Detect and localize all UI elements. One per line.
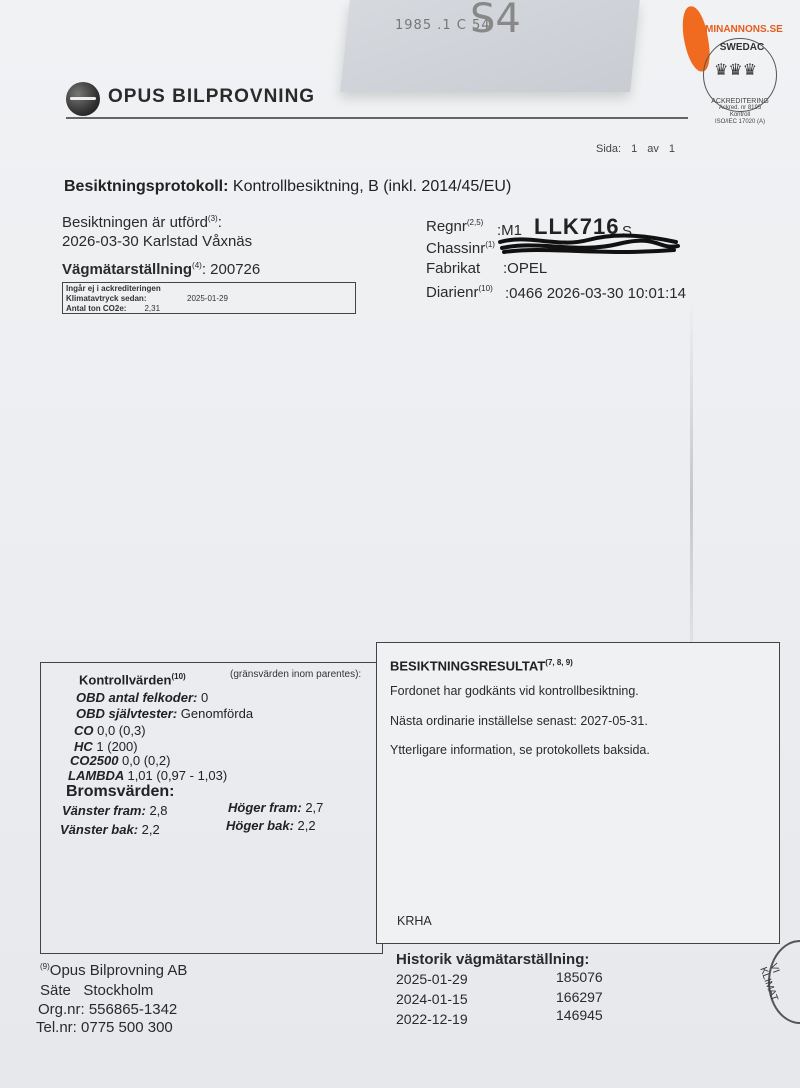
result-next-inspection: Nästa ordinarie inställelse senast: 2027-05-31.	[390, 714, 648, 728]
company-name-text: Opus Bilprovning AB	[49, 962, 188, 979]
result-approved: Fordonet har godkänts vid kontrollbesiktning.	[390, 684, 639, 698]
info-box-line2	[66, 294, 352, 304]
brake-left-front	[62, 803, 168, 818]
document-title	[64, 178, 511, 196]
history-value-1: 185076	[556, 969, 603, 985]
diarie-label-text: Diarienr	[426, 284, 479, 301]
swedac-small-3: ISO/IEC 17020 (A)	[714, 119, 766, 125]
result-title-text: BESIKTNINGSRESULTAT	[390, 658, 546, 674]
opus-logo-icon	[66, 82, 100, 116]
page-label: Sida:	[596, 143, 622, 155]
brake-lr-value: 2,2	[141, 822, 160, 837]
crown-icon: ♛♛♛	[714, 62, 758, 79]
odometer-sup: (4)	[192, 261, 202, 270]
brake-lf-value: 2,8	[149, 803, 168, 818]
brake-right-rear	[226, 818, 316, 833]
receipt-text: 1985 .1 C 54	[395, 18, 491, 33]
company-seat	[40, 982, 153, 999]
header-divider	[66, 117, 688, 119]
info-box-line1: Ingår ej i ackrediteringen	[66, 284, 161, 293]
hc-label: HC	[74, 739, 93, 754]
chassi-label	[426, 240, 495, 257]
inspection-performed-label	[62, 214, 222, 231]
chassi-label-text: Chassinr	[426, 240, 486, 257]
inspection-label-text: Besiktningen är utförd	[62, 214, 208, 231]
kv-title-sup: (10)	[171, 672, 186, 681]
watermark: MINANNONS.SE	[705, 24, 783, 35]
page-indicator	[596, 143, 685, 155]
brake-rf-label: Höger fram:	[228, 800, 302, 815]
page-total: 1	[668, 143, 675, 155]
regnr-value: LLK716	[534, 214, 620, 239]
company-sup: (9)	[40, 962, 50, 971]
regnr-label-text: Regnr	[426, 218, 467, 235]
chassi-sup: (1)	[485, 240, 495, 249]
result-title	[390, 658, 573, 673]
company-name	[40, 962, 187, 979]
limit-note: (gränsvärden inom parentes):	[230, 669, 362, 680]
co-values: 0,0 (0,3)	[97, 723, 146, 738]
brake-lr-label: Vänster bak:	[60, 822, 139, 837]
obd-fault-codes	[76, 690, 208, 705]
regnr-label	[426, 218, 483, 235]
co2e-value: 2,31	[144, 304, 161, 313]
title-rest: Kontrollbesiktning, B (inkl. 2014/45/EU)	[228, 178, 512, 195]
hc-values: 1 (200)	[96, 739, 138, 754]
obd-fault-label: OBD antal felkoder:	[76, 690, 198, 705]
swedac-seal-small-text	[708, 98, 772, 126]
page-of: av	[647, 143, 659, 155]
odometer-history-title: Historik vägmätarställning:	[396, 951, 590, 968]
lambda-values: 1,01 (0,97 - 1,03)	[127, 768, 228, 783]
page-number: 1	[631, 143, 638, 155]
result-more-info: Ytterligare information, se protokollets baksida.	[390, 743, 650, 757]
redacted-scribble	[498, 232, 680, 258]
receipt-big-text: S4	[470, 0, 521, 42]
swedac-small-2: Kontroll	[729, 112, 751, 118]
brake-values-title: Bromsvärden:	[66, 783, 175, 800]
fabrikat-value: :OPEL	[503, 260, 548, 277]
history-date-3: 2022-12-19	[396, 1011, 468, 1027]
lambda-label: LAMBDA	[68, 768, 124, 783]
co2500-values: 0,0 (0,2)	[122, 753, 171, 768]
odometer-reading	[62, 261, 260, 278]
diarie-label	[426, 284, 493, 301]
brake-lf-label: Vänster fram:	[62, 803, 146, 818]
inspection-sup: (3)	[207, 214, 218, 223]
brake-rr-label: Höger bak:	[226, 818, 294, 833]
company-orgnr: Org.nr: 556865-1342	[38, 1001, 178, 1018]
diarie-sup: (10)	[478, 284, 493, 293]
co2500-label: CO2500	[70, 753, 119, 768]
climate-since-label: Klimatavtryck sedan:	[66, 294, 147, 303]
climate-since-value: 2025-01-29	[187, 294, 228, 303]
company-logo-text: OPUS BILPROVNING	[108, 86, 316, 107]
result-title-sup: (7, 8, 9)	[545, 658, 573, 667]
fabrikat-label: Fabrikat	[426, 260, 481, 277]
history-date-1: 2025-01-29	[396, 971, 468, 987]
odometer-value: : 200726	[201, 261, 261, 278]
paper-shadow	[690, 300, 693, 700]
info-box-line3	[66, 304, 352, 314]
obd-self-value: Genomförda	[180, 706, 254, 721]
co-label: CO	[74, 723, 94, 738]
company-telnr: Tel.nr: 0775 500 300	[36, 1019, 173, 1036]
inspection-date-place: 2026-03-30 Karlstad Våxnäs	[62, 233, 253, 250]
control-values-title	[79, 672, 186, 687]
lambda-value	[68, 768, 227, 783]
co-value	[74, 723, 146, 738]
inspector-signature: KRHA	[397, 914, 432, 928]
obd-self-tests	[76, 706, 253, 721]
diarie-value: :0466 2026-03-30 10:01:14	[505, 285, 686, 302]
obd-self-label: OBD självtester:	[76, 706, 178, 721]
swedac-seal-text: SWEDAC	[719, 42, 765, 53]
climate-info-box	[62, 282, 356, 314]
history-value-2: 166297	[556, 989, 603, 1005]
seat-value: Stockholm	[83, 982, 154, 999]
brake-left-rear	[60, 822, 160, 837]
swedac-sub: ACKREDITERING	[711, 98, 769, 105]
history-date-2: 2024-01-15	[396, 991, 468, 1007]
climate-sticker-text: VI KLIMAT	[757, 962, 782, 1003]
title-bold: Besiktningsprotokoll:	[64, 178, 229, 195]
hc-value	[74, 739, 138, 754]
obd-fault-value: 0	[200, 690, 209, 705]
brake-right-front	[228, 800, 323, 815]
history-value-3: 146945	[556, 1007, 603, 1023]
regnr-prefix: :M1	[497, 222, 523, 239]
co2e-label: Antal ton CO2e:	[66, 304, 127, 313]
kv-title-text: Kontrollvärden	[79, 672, 172, 688]
seat-label: Säte	[40, 982, 71, 999]
swedac-small-1: Ackred. nr 8195	[718, 105, 762, 111]
brake-rr-value: 2,2	[297, 818, 316, 833]
co2500-value	[70, 753, 170, 768]
odometer-label: Vägmätarställning	[62, 261, 193, 278]
inspection-colon: :	[217, 214, 222, 231]
regnr-sup: (2,5)	[466, 218, 484, 227]
brake-rf-value: 2,7	[305, 800, 324, 815]
regnr-suffix: S	[622, 223, 633, 240]
